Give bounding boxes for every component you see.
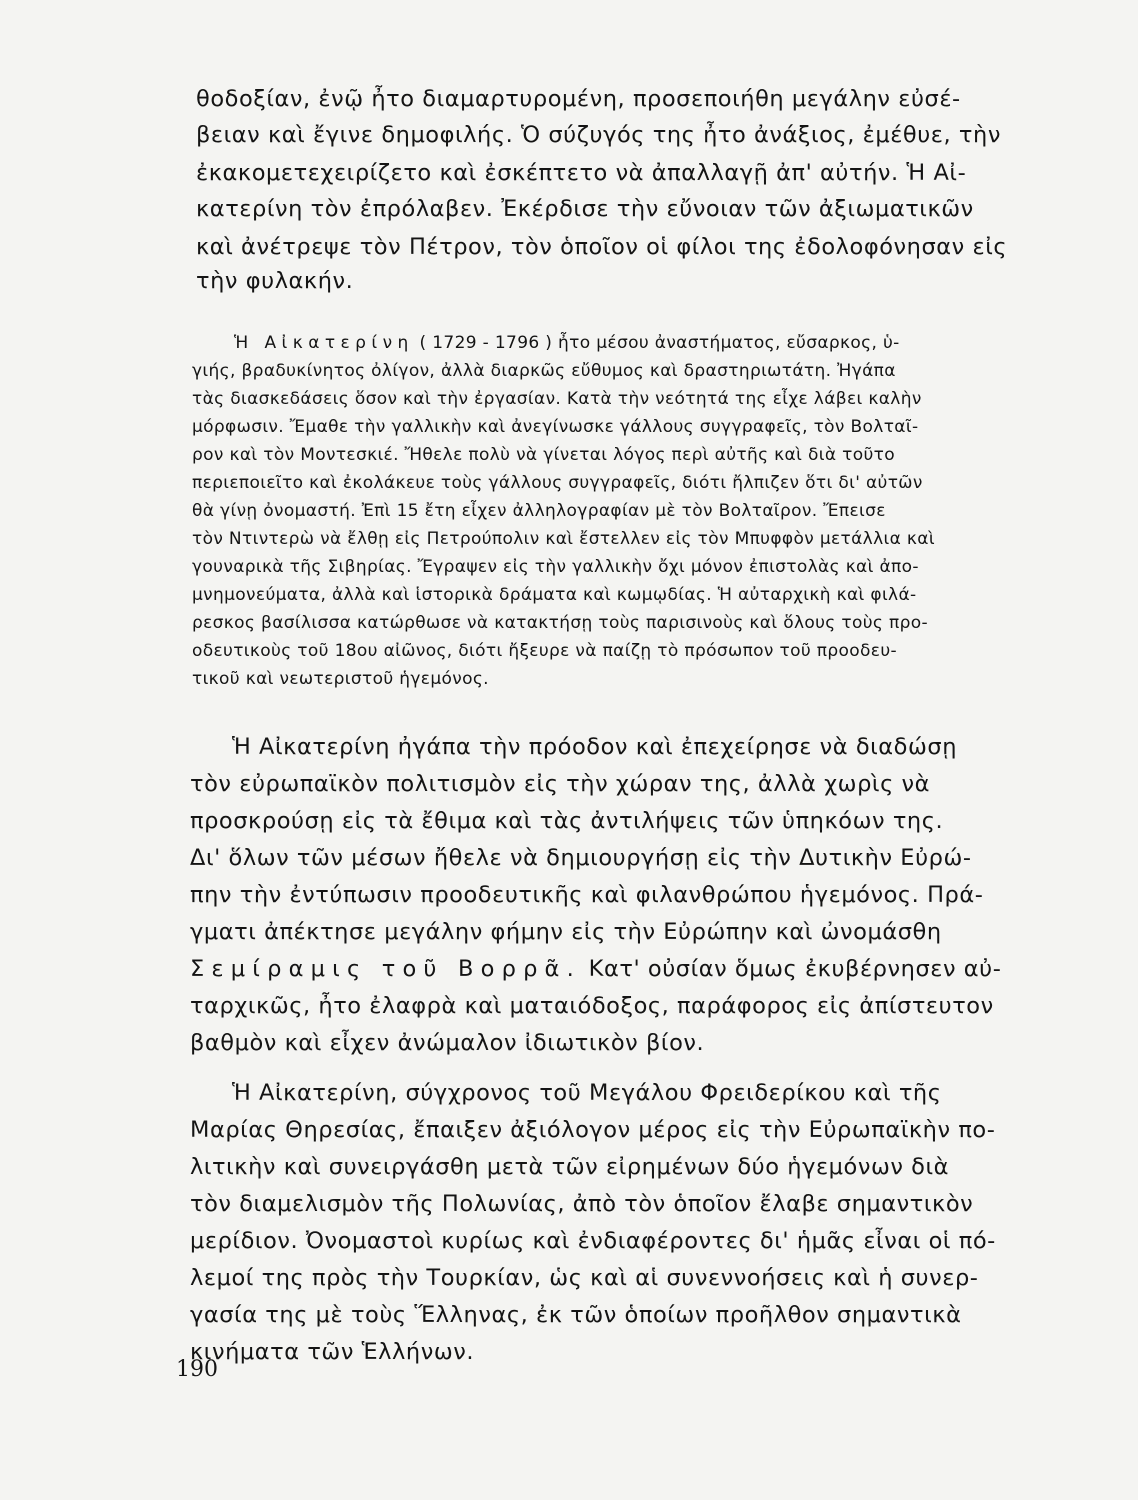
text-line: ταρχικῶς, ἦτο ἐλαφρὰ καὶ ματαιόδοξος, παράφορος εἰς ἀπίστευτον [190, 993, 994, 1019]
text-line: κατερίνη τὸν ἐπρόλαβεν. Ἐκέρδισε τὴν εὔνοιαν τῶν ἀξιωματικῶν [196, 196, 974, 222]
text-line [190, 956, 1001, 982]
text-line-rest: ( 1729 - 1796 ) ἦτο μέσου ἀναστήματος, εὔσαρκος, ὑ- [419, 333, 900, 353]
text-line: τὴν φυλακήν. [196, 268, 354, 294]
text-line: βαθμὸν καὶ εἶχεν ἀνώμαλον ἰδιωτικὸν βίον. [190, 1030, 705, 1056]
text-line: ἐκακομετεχειρίζετο καὶ ἐσκέπτετο νὰ ἀπαλλαγῇ ἀπ' αὐτήν. Ἡ Αἰ- [196, 160, 967, 186]
text-line: Ἡ Αἰκατερίνη, σύγχρονος τοῦ Μεγάλου Φρειδερίκου καὶ τῆς [232, 1080, 942, 1106]
catherine-name: Ἡ Αἰκατερίνη [234, 333, 414, 353]
text-line: θὰ γίνῃ ὀνομαστή. Ἐπὶ 15 ἔτη εἶχεν ἀλληλογραφίαν μὲ τὸν Βολταῖρον. Ἔπεισε [192, 501, 886, 521]
text-line: καὶ ἀνέτρεψε τὸν Πέτρον, τὸν ὁποῖον οἱ φίλοι της ἐδολοφόνησαν εἰς [196, 234, 1008, 260]
text-line: λιτικὴν καὶ συνειργάσθη μετὰ τῶν εἰρημένων δύο ἡγεμόνων διὰ [190, 1154, 950, 1180]
text-line: ρεσκος βασίλισσα κατώρθωσε νὰ κατακτήσῃ τοὺς παρισινοὺς καὶ ὅλους τοὺς προ- [192, 613, 928, 633]
text-line: λεμοί της πρὸς τὴν Τουρκίαν, ὡς καὶ αἱ συνεννοήσεις καὶ ἡ συνερ- [190, 1265, 979, 1291]
text-line: τὰς διασκεδάσεις ὅσον καὶ τὴν ἐργασίαν. Κατὰ τὴν νεότητά της εἶχε λάβει καλὴν [192, 389, 922, 409]
text-line: γασία της μὲ τοὺς Ἕλληνας, ἐκ τῶν ὁποίων προῆλθον σημαντικὰ [190, 1302, 962, 1328]
text-line: τικοῦ καὶ νεωτεριστοῦ ἡγεμόνος. [192, 669, 489, 689]
text-line: Ἡ Αἰκατερίνη ἠγάπα τὴν πρόοδον καὶ ἐπεχείρησε νὰ διαδώσῃ [232, 734, 958, 760]
page-number: 190 [176, 1357, 218, 1382]
text-line: γιής, βραδυκίνητος ὀλίγον, ἀλλὰ διαρκῶς εὔθυμος καὶ δραστηριωτάτη. Ἠγάπα [192, 361, 896, 381]
text-line: πην τὴν ἐντύπωσιν προοδευτικῆς καὶ φιλανθρώπου ἡγεμόνος. Πρά- [190, 882, 984, 908]
text-line: περιεποιεῖτο καὶ ἐκολάκευε τοὺς γάλλους συγγραφεῖς, διότι ἤλπιζεν ὅτι δι' αὐτῶν [192, 473, 923, 493]
text-line-rest: Κατ' οὐσίαν ὅμως ἐκυβέρνησεν αὐ- [588, 956, 1002, 982]
text-line: τὸν διαμελισμὸν τῆς Πολωνίας, ἀπὸ τὸν ὁποῖον ἔλαβε σημαντικὸν [190, 1191, 974, 1217]
text-line [234, 333, 900, 353]
text-line: Δι' ὅλων τῶν μέσων ἤθελε νὰ δημιουργήσῃ εἰς τὴν Δυτικὴν Εὐρώ- [190, 845, 972, 871]
text-line: βειαν καὶ ἔγινε δημοφιλής. Ὁ σύζυγός της ἦτο ἀνάξιος, ἐμέθυε, τὴν [196, 122, 1001, 148]
text-line: τὸν εὐρωπαϊκὸν πολιτισμὸν εἰς τὴν χώραν της, ἀλλὰ χωρὶς νὰ [190, 771, 931, 797]
text-line: κινήματα τῶν Ἑλλήνων. [190, 1339, 475, 1365]
text-line: τὸν Ντιντερὼ νὰ ἔλθῃ εἰς Πετρούπολιν καὶ ἔστελλεν εἰς τὸν Μπυφφὸν μετάλλια καὶ [192, 529, 935, 549]
text-line: μνημονεύματα, ἀλλὰ καὶ ἱστορικὰ δράματα καὶ κωμῳδίας. Ἡ αὐταρχικὴ καὶ φιλά- [192, 585, 917, 605]
text-line: θοδοξίαν, ἐνῷ ἦτο διαμαρτυρομένη, προσεποιήθη μεγάλην εὐσέ- [196, 86, 961, 112]
semiramis-title: Σεμίραμις τοῦ Βορρᾶ. [190, 956, 581, 982]
text-line: μόρφωσιν. Ἔμαθε τὴν γαλλικὴν καὶ ἀνεγίνωσκε γάλλους συγγραφεῖς, τὸν Βολταῖ- [192, 417, 919, 437]
text-line: γματι ἀπέκτησε μεγάλην φήμην εἰς τὴν Εὐρώπην καὶ ὠνομάσθη [190, 919, 942, 945]
text-line: μερίδιον. Ὀνομαστοὶ κυρίως καὶ ἐνδιαφέροντες δι' ἡμᾶς εἶναι οἱ πό- [190, 1228, 996, 1254]
text-line: προσκρούσῃ εἰς τὰ ἔθιμα καὶ τὰς ἀντιλήψεις τῶν ὑπηκόων της. [190, 808, 944, 834]
text-line: ρον καὶ τὸν Μοντεσκιέ. Ἤθελε πολὺ νὰ γίνεται λόγος περὶ αὐτῆς καὶ διὰ τοῦτο [192, 445, 895, 465]
text-line: οδευτικοὺς τοῦ 18ου αἰῶνος, διότι ἤξευρε νὰ παίζῃ τὸ πρόσωπον τοῦ προοδευ- [192, 641, 897, 661]
text-line: γουναρικὰ τῆς Σιβηρίας. Ἔγραψεν εἰς τὴν γαλλικὴν ὄχι μόνον ἐπιστολὰς καὶ ἀπο- [192, 557, 919, 577]
text-line: Μαρίας Θηρεσίας, ἔπαιξεν ἀξιόλογον μέρος εἰς τὴν Εὐρωπαϊκὴν πο- [190, 1117, 996, 1143]
